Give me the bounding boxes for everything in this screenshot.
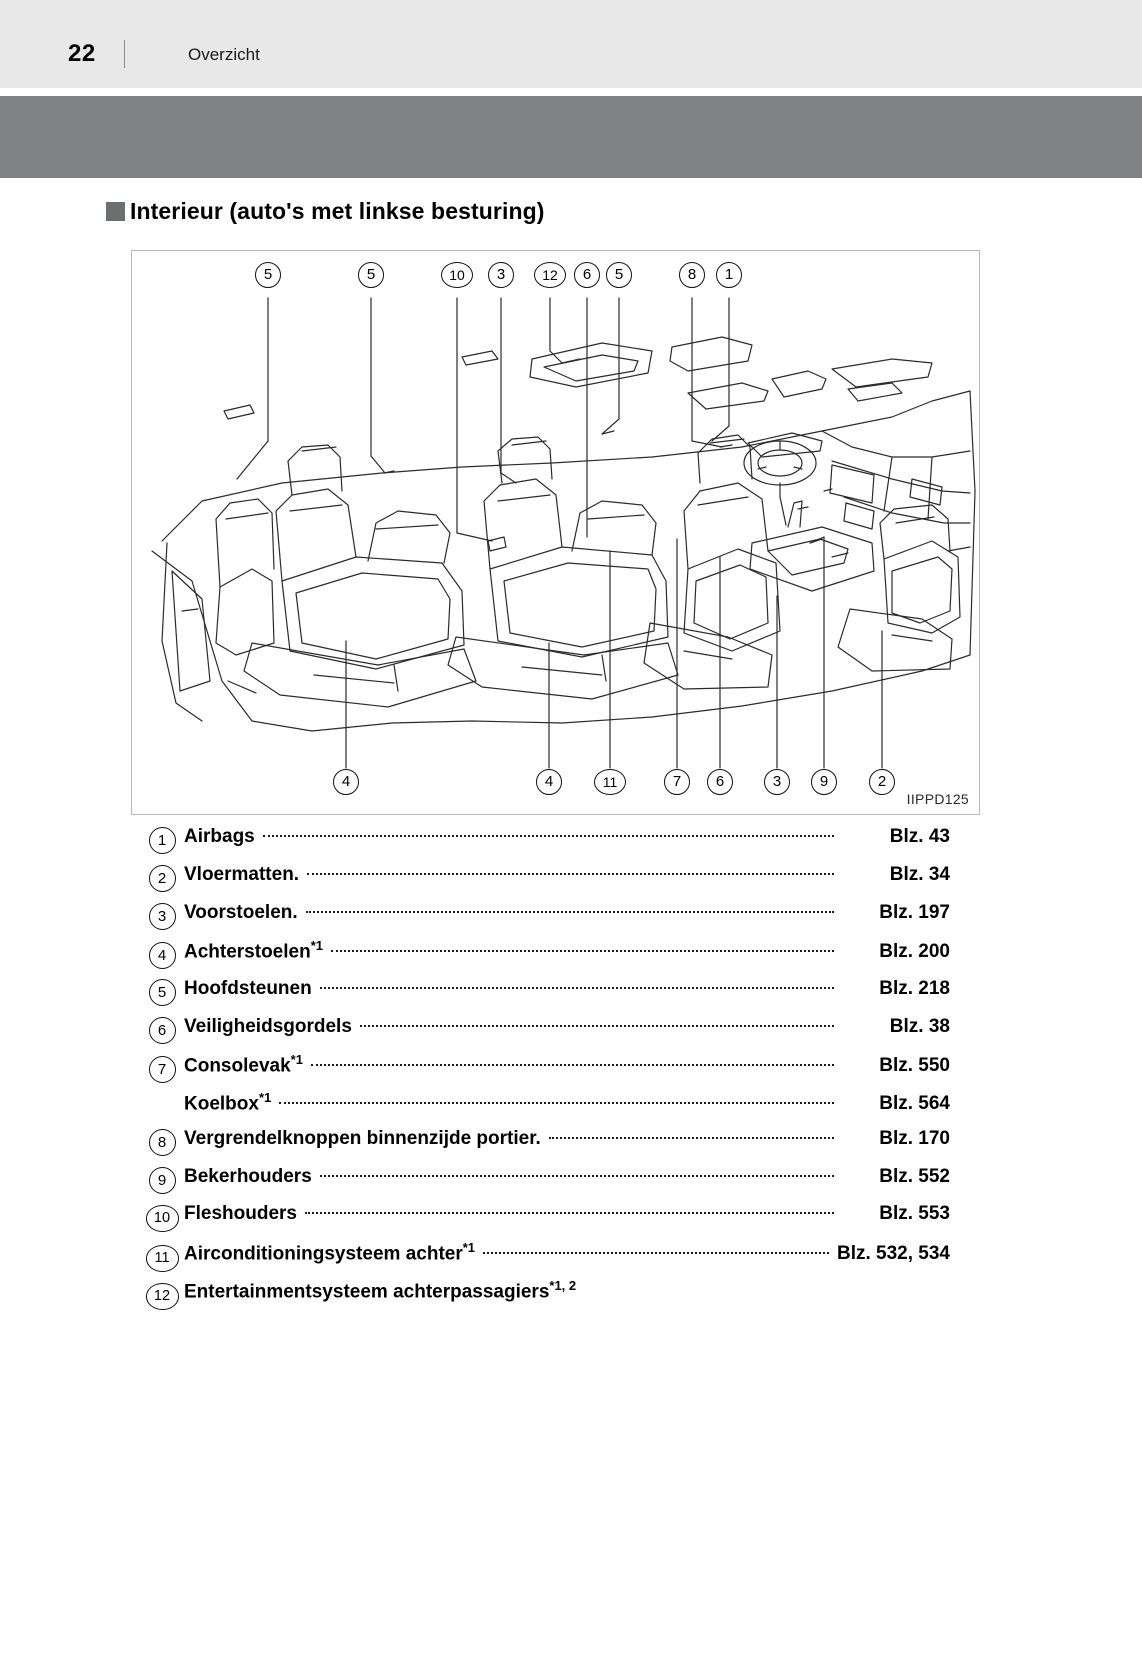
section-heading	[106, 198, 545, 225]
page-header	[0, 0, 1142, 88]
legend-label: Voorstoelen.	[184, 902, 298, 923]
legend-item-9	[140, 1164, 950, 1202]
figure-callout-1: 1	[716, 262, 742, 288]
legend-page-ref: Blz. 197	[879, 902, 950, 923]
legend-list	[140, 824, 950, 1316]
legend-page-ref: Blz. 200	[879, 941, 950, 963]
legend-page-ref: Blz. 552	[879, 1166, 950, 1187]
leader-dots	[483, 1252, 829, 1254]
legend-number: 10	[140, 1202, 184, 1229]
figure-code: IIPPD125	[906, 791, 969, 807]
legend-page-ref: Blz. 170	[879, 1128, 950, 1149]
legend-item-10	[140, 1202, 950, 1240]
legend-label: Airbags	[184, 826, 255, 847]
legend-item-7	[140, 1052, 950, 1090]
legend-page-ref: Blz. 564	[879, 1093, 950, 1115]
legend-footnote-mark: *1	[258, 1090, 272, 1105]
header-chapter-title: Overzicht	[188, 45, 260, 64]
figure-callout-5a: 5	[255, 262, 281, 288]
legend-item-7-second	[140, 1090, 950, 1126]
figure-callout-5b: 5	[358, 262, 384, 288]
legend-label: Achterstoelen$^{*1}$	[184, 938, 323, 963]
legend-item-11	[140, 1240, 950, 1278]
header-gray-band	[0, 96, 1142, 178]
legend-number: 9	[140, 1164, 184, 1191]
figure-callout-3a: 3	[488, 262, 514, 288]
figure-callout-6a: 6	[574, 262, 600, 288]
legend-number: 2	[140, 862, 184, 889]
section-title-text: Interieur (auto's met linkse besturing)	[130, 198, 545, 224]
legend-page-ref: Blz. 218	[879, 978, 950, 999]
legend-number: 8	[140, 1126, 184, 1153]
legend-number: 11	[140, 1242, 184, 1269]
leader-dots	[320, 987, 834, 989]
legend-item-2	[140, 862, 950, 900]
legend-item-8	[140, 1126, 950, 1164]
figure-callout-7: 7	[664, 769, 690, 795]
leader-dots	[360, 1025, 834, 1027]
square-bullet-icon	[106, 202, 125, 221]
legend-page-ref: Blz. 38	[889, 1016, 950, 1037]
legend-item-1	[140, 824, 950, 862]
figure-callout-6b: 6	[707, 769, 733, 795]
legend-page-ref: Blz. 532, 534	[836, 1243, 950, 1265]
legend-number: 12	[140, 1280, 184, 1307]
leader-dots	[307, 873, 834, 875]
legend-number: 6	[140, 1014, 184, 1041]
figure-callout-12: 12	[534, 262, 566, 288]
leader-dots	[305, 1212, 834, 1214]
legend-footnote-mark: *1, 2	[549, 1278, 577, 1293]
leader-dots	[263, 835, 834, 837]
legend-label: Vergrendelknoppen binnenzijde portier.	[184, 1128, 541, 1149]
figure-callout-2: 2	[869, 769, 895, 795]
legend-label: Consolevak$^{*1}$	[184, 1052, 303, 1077]
legend-item-6	[140, 1014, 950, 1052]
legend-item-4	[140, 938, 950, 976]
figure-callout-4a: 4	[333, 769, 359, 795]
legend-item-12	[140, 1278, 950, 1316]
legend-label: Bekerhouders	[184, 1166, 312, 1187]
interior-diagram	[131, 250, 980, 815]
legend-label: Veiligheidsgordels	[184, 1016, 352, 1037]
legend-label: Vloermatten.	[184, 864, 300, 885]
figure-callout-4b: 4	[536, 769, 562, 795]
legend-page-ref: Blz. 34	[889, 864, 950, 885]
legend-number: 5	[140, 976, 184, 1003]
leader-dots	[279, 1102, 834, 1104]
leader-dots	[311, 1064, 834, 1066]
legend-page-ref: Blz. 550	[879, 1055, 950, 1077]
figure-callout-11: 11	[594, 769, 626, 795]
legend-item-3	[140, 900, 950, 938]
legend-number: 7	[140, 1053, 184, 1080]
legend-number: 1	[140, 824, 184, 851]
leader-dots	[306, 911, 834, 913]
legend-number: 3	[140, 900, 184, 927]
header-divider	[124, 40, 125, 68]
figure-callout-9: 9	[811, 769, 837, 795]
legend-footnote-mark: *1	[290, 1052, 303, 1067]
interior-illustration	[132, 251, 979, 814]
legend-footnote-mark: *1	[310, 938, 323, 953]
figure-callout-3b: 3	[764, 769, 790, 795]
legend-label: Entertainmentsysteem achterpassagiers$^{*1, 2}$	[184, 1278, 577, 1303]
legend-page-ref: Blz. 43	[889, 826, 950, 847]
page-number: 22	[68, 40, 96, 67]
legend-label: Fleshouders	[184, 1203, 297, 1224]
legend-label: Koelbox$^{*1}$	[184, 1090, 272, 1115]
legend-page-ref: Blz. 553	[879, 1203, 950, 1224]
legend-footnote-mark: *1	[462, 1240, 476, 1255]
legend-item-5	[140, 976, 950, 1014]
legend-label: Airconditioningsysteem achter$^{*1}$	[184, 1240, 476, 1265]
leader-dots	[320, 1175, 834, 1177]
figure-callout-10: 10	[441, 262, 473, 288]
legend-number: 4	[140, 939, 184, 966]
leader-dots	[549, 1137, 834, 1139]
figure-callout-5c: 5	[606, 262, 632, 288]
leader-dots	[331, 950, 834, 952]
figure-callout-8: 8	[679, 262, 705, 288]
legend-label: Hoofdsteunen	[184, 978, 312, 999]
